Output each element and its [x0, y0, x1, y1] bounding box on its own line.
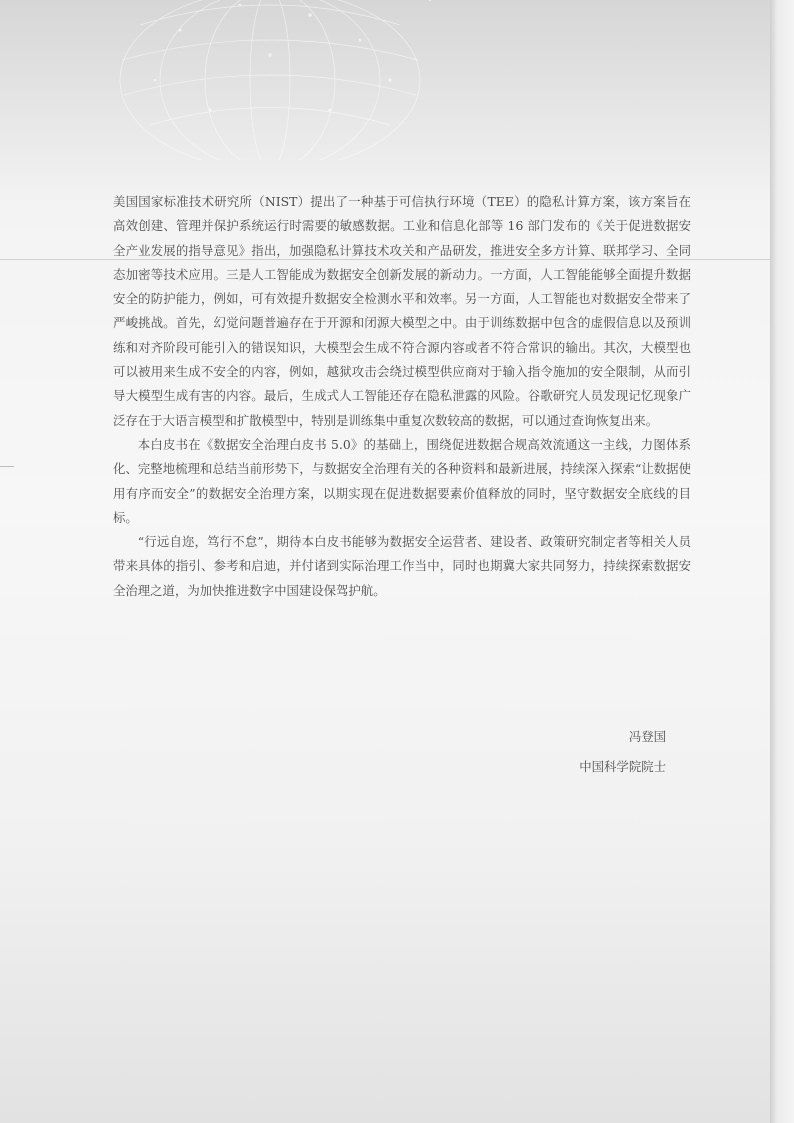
network-globe-decoration — [60, 0, 480, 160]
paragraph-1: 美国国家标准技术研究所（NIST）提出了一种基于可信执行环境（TEE）的隐私计算方案，该方案旨在高效创建、管理并保护系统运行时需要的敏感数据。工业和信息化部等 16 部门发布的《关于促进数据安全产业发展的指导意见》指出，加强隐私计算技术攻关和产品研发，推进安全多方计算、联邦学习、全同态加密等技术应用。三是人工智能成为数据安全创新发展的新动力。一方面，人工智能能够全面提升数据安全的防护能力，例如，可有效提升数据安全检测水平和效率。另一方面，人工智能也对数据安全带来了严峻挑战。首先，幻觉问题普遍存在于开源和闭源大模型之中。由于训练数据中包含的虚假信息以及预训练和对齐阶段可能引入的错误知识，大模型会生成不符合源内容或者不符合常识的输出。其次，大模型也可以被用来生成不安全的内容，例如，越狱攻击会绕过模型供应商对于输入指令施加的安全限制，从而引导大模型生成有害的内容。最后，生成式人工智能还存在隐私泄露的风险。谷歌研究人员发现记忆现象广泛存在于大语言模型和扩散模型中，特别是训练集中重复次数较高的数据，可以通过查询恢复出来。 — [113, 194, 691, 428]
signature-name: 冯登国 — [628, 729, 666, 744]
page-edge — [770, 0, 794, 1123]
paragraph-3: “行远自迩，笃行不怠”，期待本白皮书能够为数据安全运营者、建设者、政策研究制定者等相关人员带来具体的指引、参考和启迪，并付诸到实际治理工作当中，同时也期冀大家共同努力，持续探索数据安全治理之道，为加快推进数字中国建设保驾护航。 — [113, 534, 691, 598]
signature-block — [579, 722, 666, 782]
body-text — [113, 190, 691, 603]
page-side-mark — [0, 466, 14, 467]
paragraph-2: 本白皮书在《数据安全治理白皮书 5.0》的基础上，围绕促进数据合规高效流通这一主线，力图体系化、完整地梳理和总结当前形势下，与数据安全治理有关的各种资料和最新进展，持续深入探索“让数据使用有序而安全”的数据安全治理方案，以期实现在促进数据要素价值释放的同时，坚守数据安全底线的目标。 — [113, 436, 691, 525]
signature-title: 中国科学院院士 — [579, 759, 666, 774]
